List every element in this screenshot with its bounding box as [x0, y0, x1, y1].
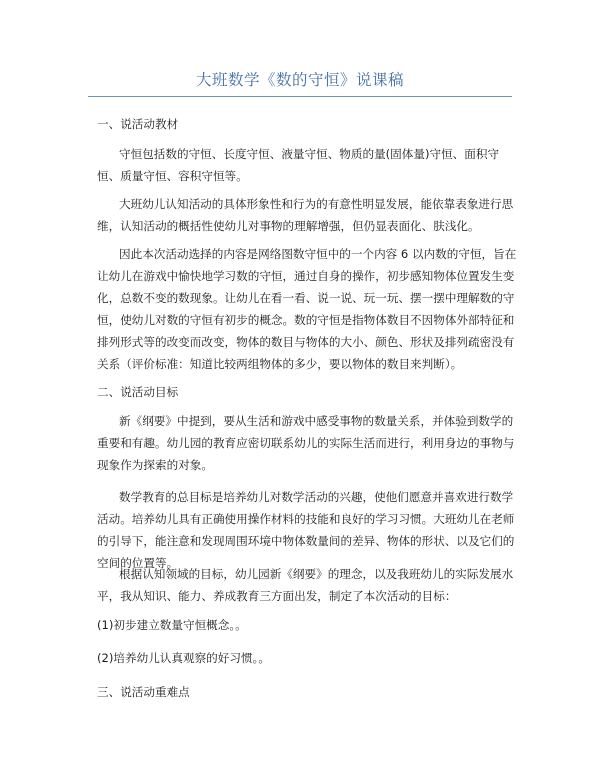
section-heading-materials: 一、说活动教材	[97, 117, 179, 131]
title-divider	[88, 96, 512, 97]
paragraph-goal-basis: 根据认知领域的目标，幼儿园新《纲要》的理念，以及我班幼儿的实际发展水平，我从知识、能力、养成教育三方面出发，制定了本次活动的目标：	[97, 567, 514, 603]
paragraph-math-education: 数学教育的总目标是培养幼儿对数学活动的兴趣，使他们愿意并喜欢进行数学活动。培养幼儿具有正确使用操作材料的技能和良好的学习习惯。大班幼儿在老师的引导下，能注意和发现周围环境中物体数量间的差异、物体的形状、以及它们的空间的位置等。	[97, 490, 515, 570]
goal-item-2: (2)培养幼儿认真观察的好习惯。。	[97, 651, 270, 665]
section-heading-key-points: 三、说活动重难点	[97, 685, 190, 699]
goal-item-1: (1)初步建立数量守恒概念。。	[97, 618, 247, 632]
paragraph-guideline: 新《纲要》中提到，要从生活和游戏中感受事物的数量关系，并体验到数学的重要和有趣。幼儿园的教育应密切联系幼儿的实际生活而进行，利用身边的事物与现象作为探索的对象。	[97, 414, 515, 472]
paragraph-conservation-types: 守恒包括数的守恒、长度守恒、液量守恒、物质的量(固体量)守恒、面积守恒、质量守恒、容积守恒等。	[97, 147, 500, 183]
paragraph-child-cognition: 大班幼儿认知活动的具体形象性和行为的有意性明显发展，能依靠表象进行思维，认知活动的概括性使幼儿对事物的理解增强，但仍显表面化、肤浅化。	[97, 197, 514, 233]
paragraph-activity-content: 因此本次活动选择的内容是网络图数守恒中的一个内容 6 以内数的守恒，旨在让幼儿在游戏中愉快地学习数的守恒，通过自身的操作，初步感知物体位置发生变化，总数不变的数现象。让幼儿在看一看、说一说、玩一玩、摆一摆中理解数的守恒，使幼儿对数的守恒有初步的概念。数的守恒是指物体数目不因物体外部特征和排列形式等的改变而改变，物体的数目与物体的大小、颜色、形状及排列疏密没有关系（评价标准：知道比较两组物体的多少，要以物体的数目来判断）。	[97, 247, 517, 371]
section-heading-goals: 二、说活动目标	[97, 385, 179, 399]
document-title: 大班数学《数的守恒》说课稿	[195, 71, 404, 89]
